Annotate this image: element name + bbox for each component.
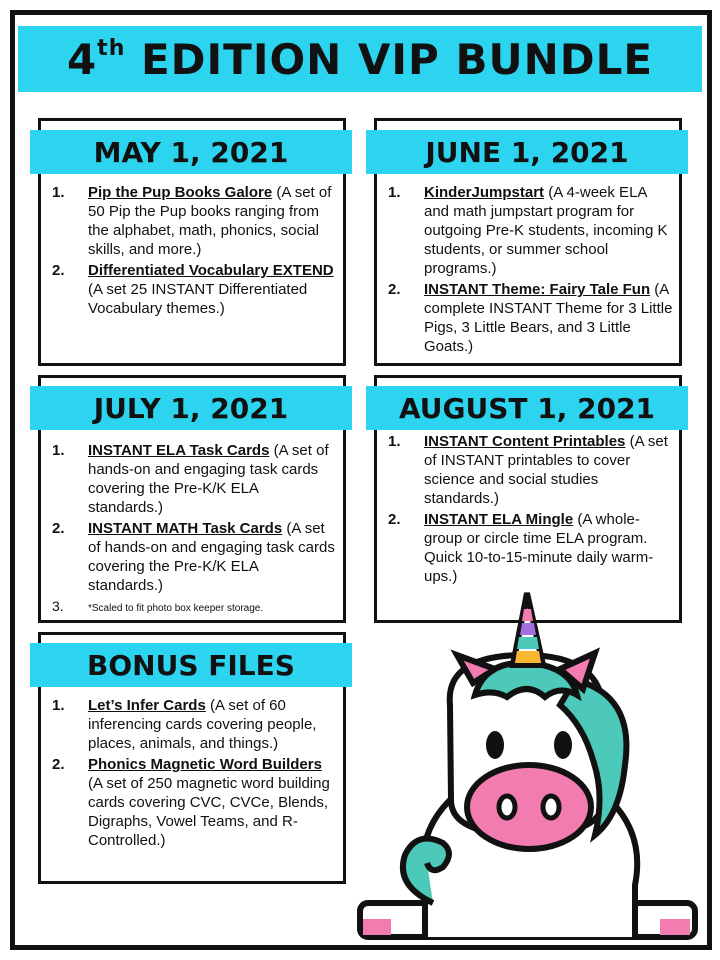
list-item: 2. INSTANT MATH Task Cards (A set of hands-on and engaging task cards covering the Pre-K/K ELA standards.): [52, 520, 335, 594]
item-desc: (A 4-week ELA and math jumpstart program for outgoing Pre-K students, incoming K students, or summer school programs.): [424, 184, 668, 277]
footnote-text: *Scaled to fit photo box keeper storage.: [88, 603, 264, 614]
list-item: 1. KinderJumpstart (A 4-week ELA and math jumpstart program for outgoing Pre-K students, incoming K students, or summer school programs.): [388, 184, 668, 277]
unicorn-icon: [355, 585, 700, 940]
item-name: Let’s Infer Cards: [88, 697, 206, 714]
july-item-list: [52, 441, 337, 620]
august-item-list: [388, 432, 673, 588]
june-item-list: [388, 183, 673, 358]
item-desc: (A set 25 INSTANT Differentiated Vocabulary themes.): [88, 281, 308, 317]
list-item: 1. Let’s Infer Cards (A set of 60 inferencing cards covering people, places, animals, and things.): [52, 697, 317, 752]
item-name: INSTANT Theme: Fairy Tale Fun: [424, 281, 651, 298]
july-section-heading: JULY 1, 2021: [30, 386, 352, 430]
item-desc: (A set of hands-on and engaging task cards covering the Pre-K/K ELA standards.): [88, 520, 335, 594]
item-desc: (A whole-group or circle time ELA program. Quick 10-to-15-minute daily warm-ups.): [424, 511, 654, 585]
item-name: INSTANT ELA Mingle: [424, 511, 574, 528]
may-item-list: [52, 183, 337, 320]
list-item: 2. INSTANT Theme: Fairy Tale Fun (A complete INSTANT Theme for 3 Little Pigs, 3 Little Bears, and 3 Little Goats.): [388, 281, 673, 355]
footnote-item: 3. *Scaled to fit photo box keeper storage.: [52, 598, 264, 614]
item-desc: (A set of 250 magnetic word building cards covering CVC, CVCe, Blends, Digraphs, Vowel Teams, and R-Controlled.): [88, 775, 330, 849]
title-banner: [18, 26, 702, 92]
item-name: KinderJumpstart: [424, 184, 545, 201]
list-item: 1. INSTANT ELA Task Cards (A set of hands-on and engaging task cards covering the Pre-K/K ELA standards.): [52, 442, 329, 516]
june-section-heading: JUNE 1, 2021: [366, 130, 688, 174]
list-item: 2. INSTANT ELA Mingle (A whole-group or circle time ELA program. Quick 10-to-15-minute daily warm-ups.): [388, 511, 654, 585]
list-item: 2. Phonics Magnetic Word Builders (A set of 250 magnetic word building cards covering CVC, CVCe, Blends, Digraphs, Vowel Teams, and R-Controlled.): [52, 756, 330, 849]
item-name: Phonics Magnetic Word Builders: [88, 756, 322, 773]
item-name: Differentiated Vocabulary EXTEND: [88, 262, 334, 279]
list-item: 2. Differentiated Vocabulary EXTEND (A set 25 INSTANT Differentiated Vocabulary themes.): [52, 262, 334, 317]
item-name: Pip the Pup Books Galore: [88, 184, 273, 201]
page-title: 4th EDITION VIP BUNDLE: [66, 34, 654, 84]
item-desc: (A complete INSTANT Theme for 3 Little Pigs, 3 Little Bears, and 3 Little Goats.): [424, 281, 673, 355]
item-desc: (A set of 60 inferencing cards covering people, places, animals, and things.): [88, 697, 317, 752]
bonus-item-list: [52, 696, 337, 852]
item-desc: (A set of hands-on and engaging task cards covering the Pre-K/K ELA standards.): [88, 442, 329, 516]
item-desc: (A set of INSTANT printables to cover science and social studies standards.): [424, 433, 668, 507]
bonus-section-heading: BONUS FILES: [30, 643, 352, 687]
may-section-heading: MAY 1, 2021: [30, 130, 352, 174]
august-section-heading: AUGUST 1, 2021: [366, 386, 688, 430]
item-name: INSTANT MATH Task Cards: [88, 520, 283, 537]
list-item: 1. INSTANT Content Printables (A set of INSTANT printables to cover science and social studies standards.): [388, 433, 668, 507]
item-name: INSTANT Content Printables: [424, 433, 626, 450]
item-name: INSTANT ELA Task Cards: [88, 442, 270, 459]
list-item: 1. Pip the Pup Books Galore (A set of 50 Pip the Pup books ranging from the alphabet, math, phonics, social skills, and more.): [52, 184, 332, 258]
item-desc: (A set of 50 Pip the Pup books ranging from the alphabet, math, phonics, social skills, and more.): [88, 184, 332, 258]
